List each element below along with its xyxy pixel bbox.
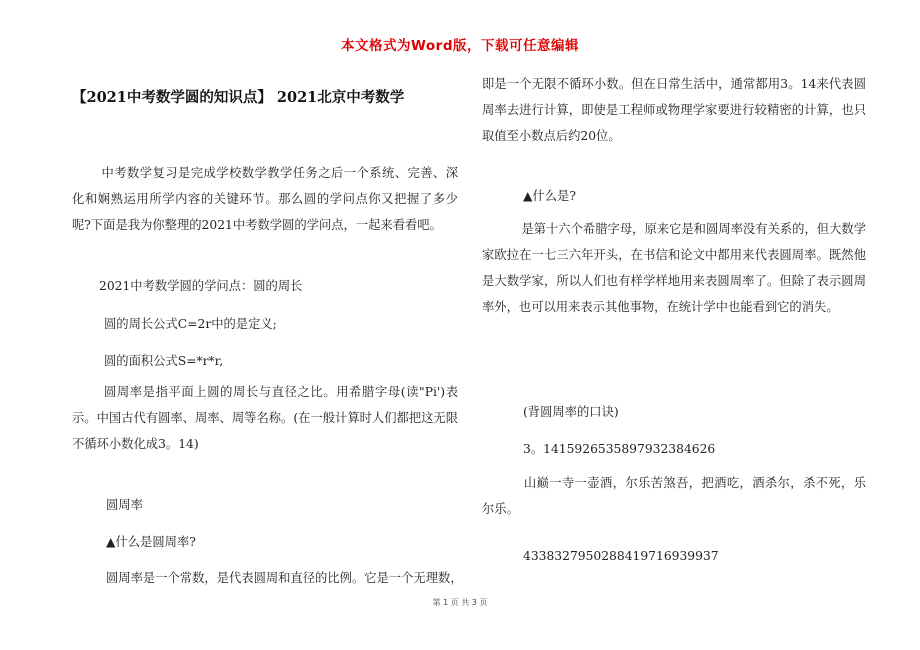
document-title: 【2021中考数学圆的知识点】 2021北京中考数学 bbox=[72, 89, 405, 106]
symbol-answer-paragraph: 是第十六个希腊字母，原来它是和圆周率没有关系的，但大数学家欧拉在一七三六年开头，在书信和论文中都用来代表圆周率。既然他是大数学家，所以人们也有样学样地用来表圆周率了。但除了表示圆周率外，也可以用来表示其他事物，在统计学中也能看到它的消失。 bbox=[482, 222, 866, 314]
circumference-formula: 圆的周长公式C=2r中的是定义; bbox=[104, 317, 277, 331]
what-is-pi-question: ▲什么是圆周率? bbox=[106, 535, 196, 549]
word-format-banner: 本文格式为Word版，下载可任意编辑 bbox=[340, 38, 579, 54]
section-heading: 2021中考数学圆的学问点：圆的周长 bbox=[99, 279, 303, 293]
mnemonic-verse: 山巅一寺一壶酒，尔乐苦煞吾，把酒吃，酒杀尔，杀不死，乐尔乐。 bbox=[482, 476, 866, 516]
area-formula: 圆的面积公式S=*r*r, bbox=[104, 354, 224, 368]
pi-heading: 圆周率 bbox=[106, 498, 143, 512]
what-is-symbol-question: ▲什么是? bbox=[523, 189, 576, 203]
pi-digits-first: 3。14159265358979323846​26 bbox=[523, 442, 716, 456]
page-footer: 第 1 页 共 3 页 bbox=[432, 598, 488, 607]
mnemonic-heading: (背圆周率的口诀) bbox=[523, 405, 619, 419]
pi-answer-continued: 即是一个无限不循环小数。但在日常生活中，通常都用3。14来代表圆周率去进行计算，即使是工程师或物理学家要进行较精密的计算，也只取值至小数点后约20位。 bbox=[482, 77, 866, 143]
pi-definition-paragraph: 圆周率是指平面上圆的周长与直径之比。用希腊字母(读"Pi')表示。中国古代有圆率、周率、周等名称。(在一般计算时人们都把这无限不循环小数化成3。14) bbox=[72, 385, 459, 451]
pi-answer-start: 圆周率是一个常数，是代表圆周和直径的比例。它是一个无理数， bbox=[106, 571, 463, 585]
pi-digits-second: 4338327950288419716939937 bbox=[523, 549, 719, 563]
intro-paragraph: 中考数学复习是完成学校数学教学任务之后一个系统、完善、深化和娴熟运用所学内容的关键环节。那么圆的学问点你又把握了多少呢?下面是我为你整理的2021中考数学圆的学问点，一起来看看吧。 bbox=[72, 166, 458, 232]
